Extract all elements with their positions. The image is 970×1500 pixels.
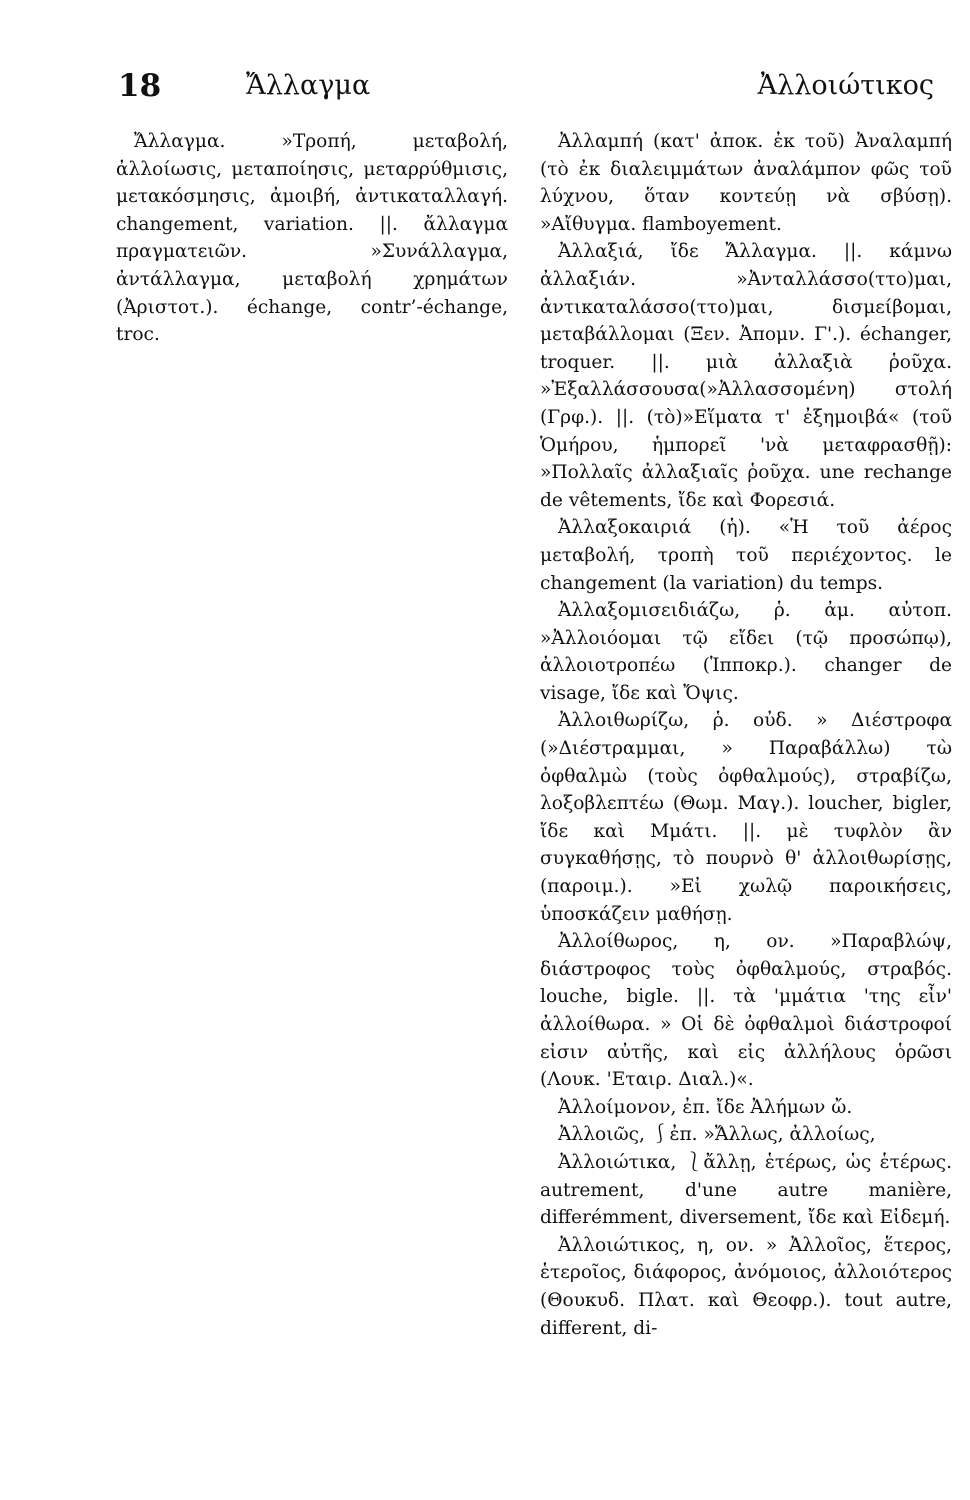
entry-alloithorizo: Ἀλλοιθωρίζω, ῥ. οὐδ. » Διέστροφα (»Διέστραμμαι, » Παραβάλλω) τὼ ὀφθαλμὼ (τοὺς ὀφθαλμούς), στραβίζω, λοξοβλεπτέω (Θωμ. Μαγ.). loucher, bigler, ἴδε καὶ Μμάτι. ||. μὲ τυφλὸν ἂν συγκαθήσῃς, τὸ πουρνὸ θ' ἀλλοιθωρίσῃς, (παροιμ.). »Εἰ χωλῷ παροικήσεις, ὑποσκάζειν μαθήσῃ. <box>540 710 952 925</box>
right-column <box>540 128 952 1342</box>
left-guide-word: Ἄλλαγμα <box>246 70 371 101</box>
entry-allampi: Ἀλλαμπή (κατ' ἀποκ. ἐκ τοῦ) Ἀναλαμπή (τὸ ἐκ διαλειμμάτων ἀναλάμπον φῶς τοῦ λύχνου, ὅταν κοντεύῃ νὰ σβύσῃ). »Αἴθυγμα. flamboyement. <box>540 131 952 235</box>
entry-allaxomiseidiazo: Ἀλλαξομισειδιάζω, ῥ. ἀμ. αὐτοπ. »Ἀλλοιόομαι τῷ εἴδει (τῷ προσώπῳ), ἀλλοιοτροπέω (Ἱπποκρ.). changer de visage, ἴδε καὶ Ὄψις. <box>540 600 952 704</box>
right-guide-word: Ἀλλοιώτικος <box>757 70 934 101</box>
entry-allagma-allazo: Ἄλλαγμα. »Τροπή, μεταβολή, ἀλλοίωσις, μεταποίησις, μεταρρύθμισις, μετακόσμησις, ἀμοιβή, ἀντικαταλλαγή. changement, variation. ||. ἄλλαγμα πραγματειῶν. »Συνάλλαγμα, ἀντάλλαγμα, μεταβολή χρημάτων (Ἀριστοτ.). échange, contr’-échange, troc. <box>116 131 508 346</box>
page-header <box>118 68 934 116</box>
left-column <box>116 128 508 349</box>
entry-allaxokairia: Ἀλλαξοκαιριά (ἡ). «Ἡ τοῦ ἀέρος μεταβολή, τροπὴ τοῦ περιέχοντος. le changement (la variation) du temps. <box>540 517 952 594</box>
entry-allaxia: Ἀλλαξιά, ἴδε Ἄλλαγμα. ||. κάμνω ἀλλαξιάν. »Ἀνταλλάσσο(ττο)μαι, ἀντικαταλάσσο(ττο)μαι, δισμείβομαι, μεταβάλλομαι (Ξεν. Ἀπομν. Γ'.). échanger, troquer. ||. μιὰ ἀλλαξιὰ ῥοῦχα. »Ἐξαλλάσσουσα(»Ἀλλασσομένη) στολή (Γρφ.). ||. (τὸ)»Εἵματα τ' ἐξημοιβά« (τοῦ Ὁμήρου, ἡμπορεῖ 'νὰ μεταφρασθῇ): »Πολλαῖς ἀλλαξιαῖς ῥοῦχα. une rechange de vêtements, ἴδε καὶ Φορεσιά. <box>540 241 952 511</box>
entry-alloiotika: Ἀλλοιώτικα, ⎱ἄλλῃ, ἑτέρως, ὡς ἑτέρως. autrement, d'une autre manière, differémment, diversement, ἴδε καὶ Εἰδεμή. <box>540 1151 952 1229</box>
entry-alloiotikos: Ἀλλοιώτικος, η, ον. » Ἀλλοῖος, ἕτερος, ἑτεροῖος, διάφορος, ἀνόμοιος, ἀλλοιότερος (Θουκυδ. Πλατ. καὶ Θεοφρ.). tout autre, different, di- <box>540 1234 952 1339</box>
page-number: 18 <box>118 68 162 104</box>
entry-alloios: Ἀλλοιῶς, ⎰ἐπ. »Ἄλλως, ἀλλοίως, <box>558 1124 876 1146</box>
entry-alloimonon: Ἀλλοίμονον, ἐπ. ἴδε Ἀλήμων ὤ. <box>558 1096 853 1118</box>
entry-alloithoros: Ἀλλοίθωρος, η, ον. »Παραβλώψ, διάστροφος τοὺς ὀφθαλμούς, στραβός. louche, bigle. ||. τὰ 'μμάτια 'της εἶν' ἀλλοίθωρα. » Οἱ δὲ ὀφθαλμοὶ διάστροφοί εἰσιν αὐτῆς, καὶ εἰς ἀλλήλους ὁρῶσι (Λουκ. 'Εταιρ. Διαλ.)«. <box>540 931 952 1091</box>
